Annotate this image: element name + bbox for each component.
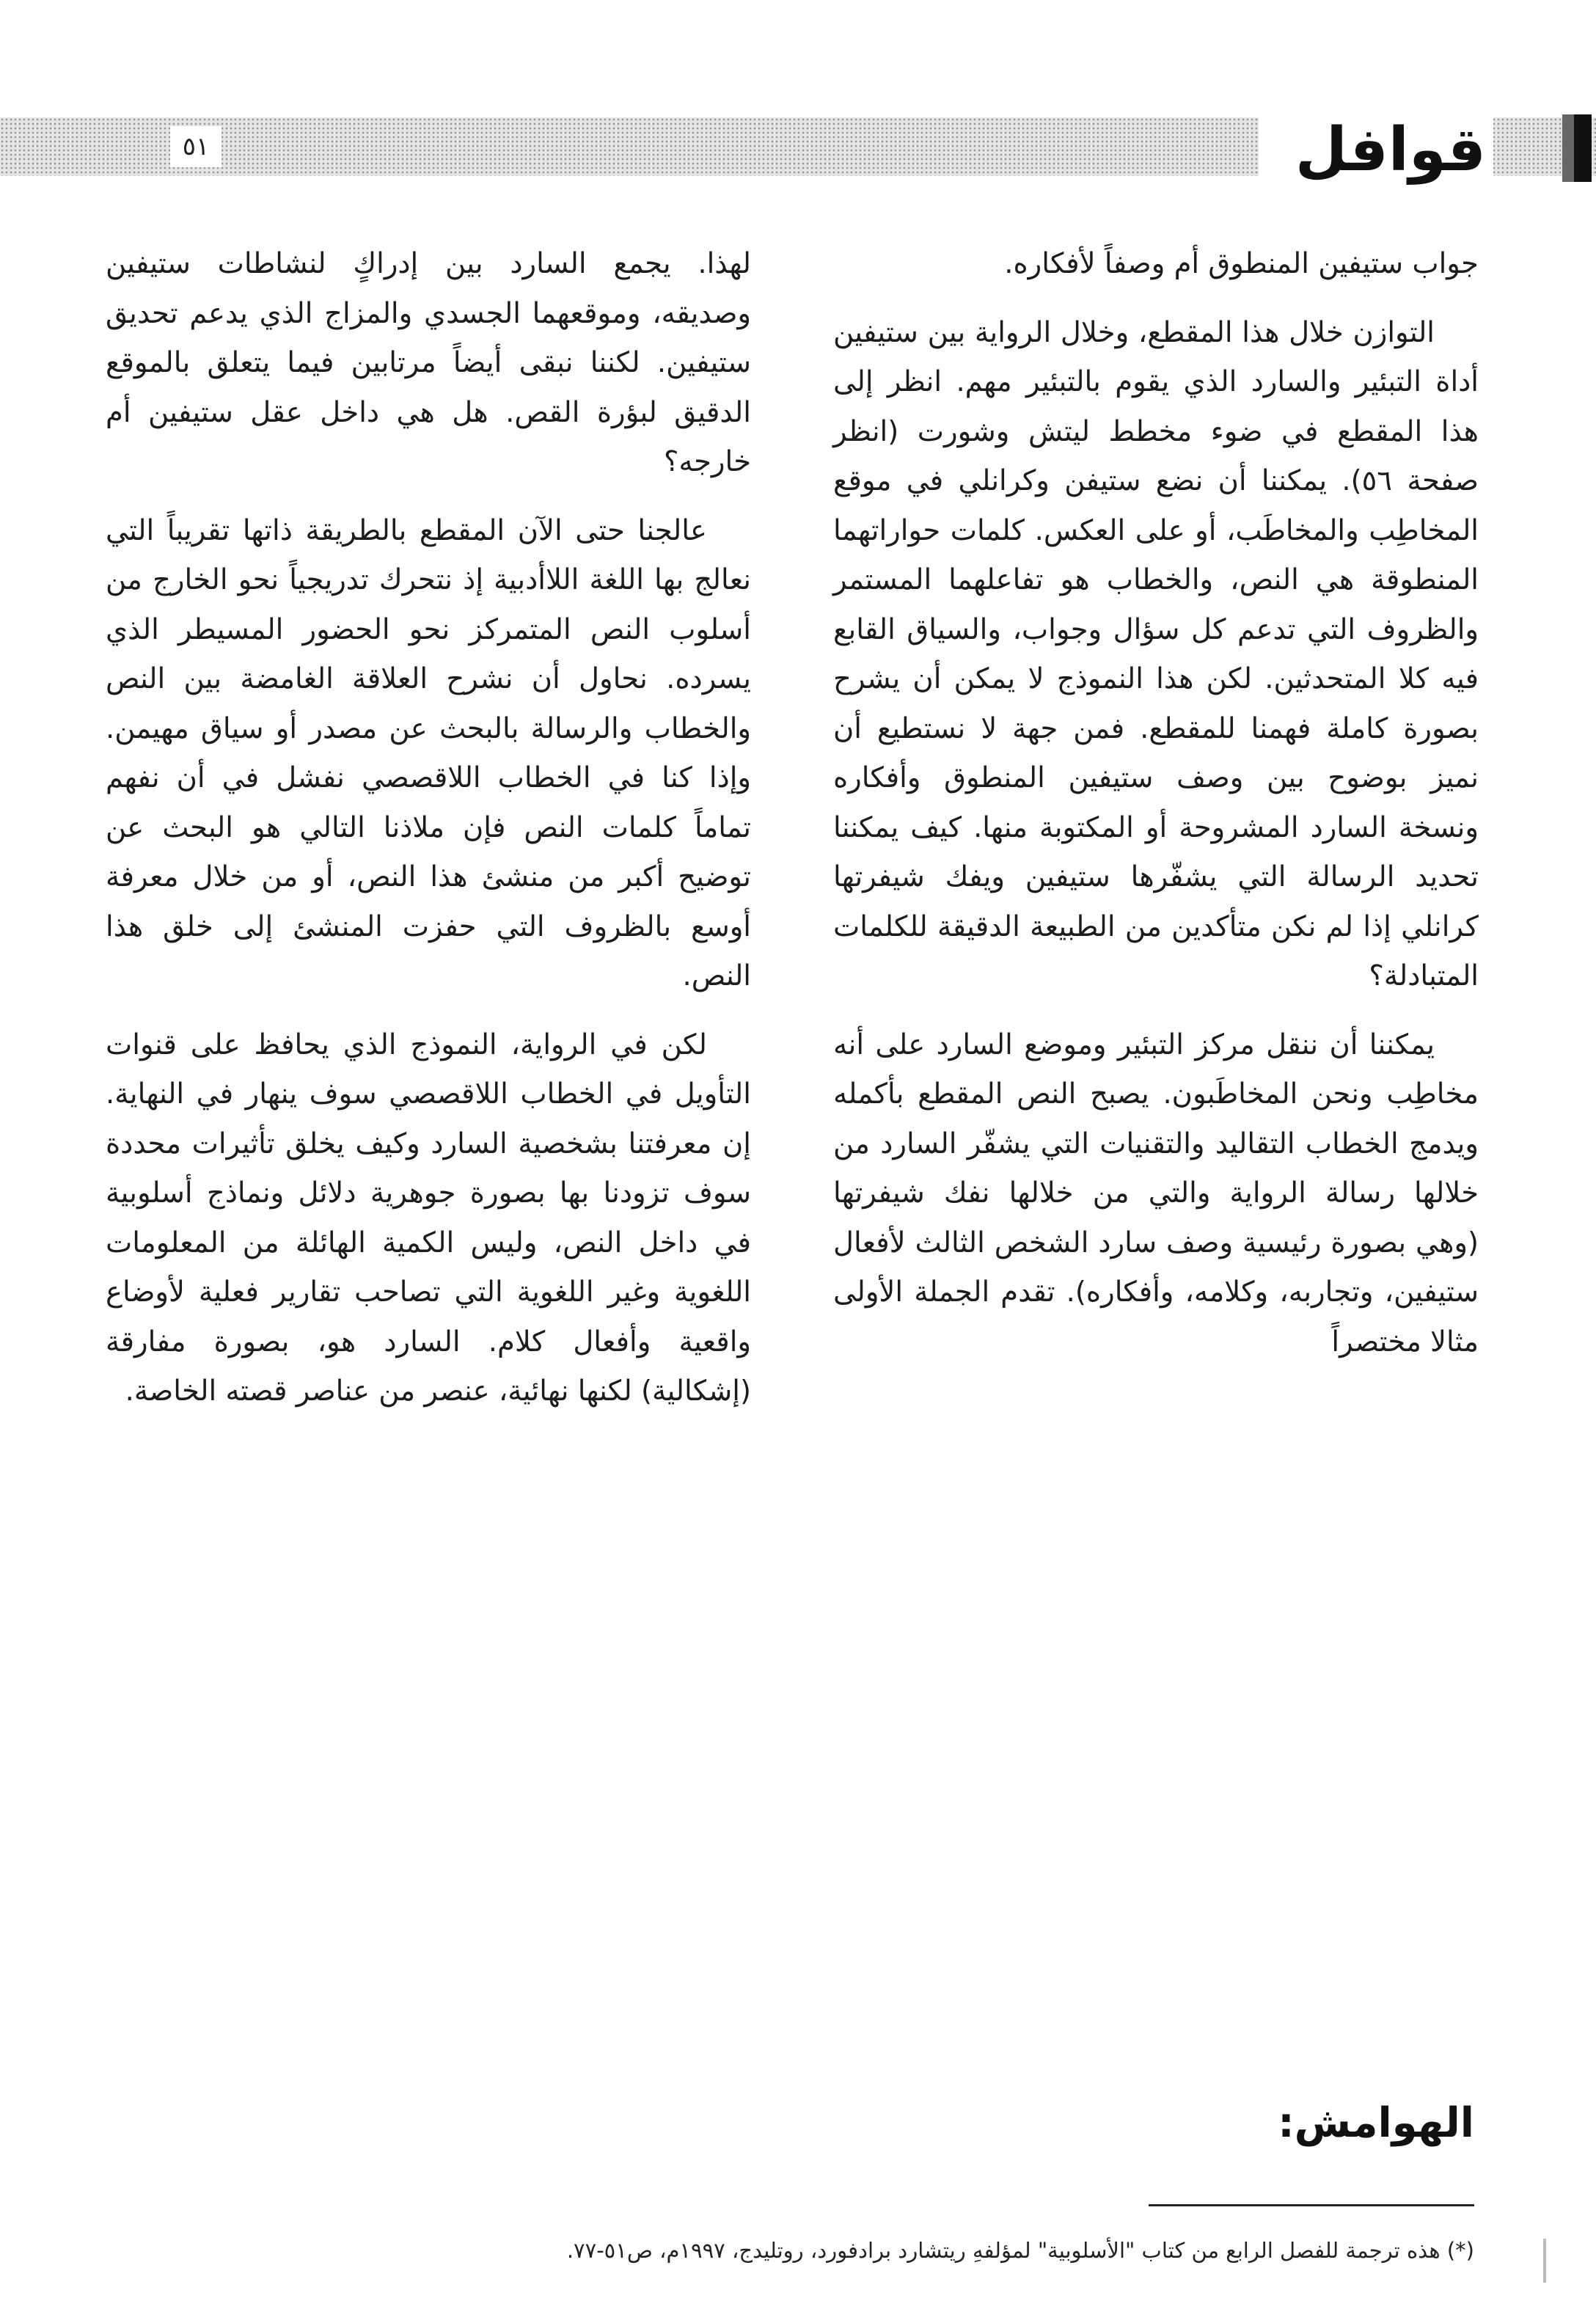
- journal-title: قوافل: [1295, 115, 1486, 185]
- page-edge-mark: [1543, 2239, 1546, 2283]
- paragraph: لكن في الرواية، النموذج الذي يحافظ على قنوات التأويل في الخطاب اللاقصصي سوف ينهار في النهاية. إن معرفتنا بشخصية السارد وكيف يخلق تأثيرات محددة سوف تزودنا بها بصورة جوهرية دلائل ونماذج أسلوبية في داخل النص، وليس الكمية الهائلة من المعلومات اللغوية وغير اللغوية التي تصاحب تقارير فعلية لأوضاع واقعية وأفعال كلام. السارد هو، بصورة مفارقة (إشكالية) لكنها نهائية، عنصر من عناصر قصته الخاصة.: [106, 1028, 751, 1408]
- footnote-divider: [1149, 2204, 1474, 2206]
- paragraph: التوازن خلال هذا المقطع، وخلال الرواية بين ستيفين أداة التبئير والسارد الذي يقوم بالتبئير مهم. انظر إلى هذا المقطع في ضوء مخطط ليتش وشورت (انظر صفحة ٥٦). يمكننا أن نضع ستيفن وكرانلي في موقع المخاطِب والمخاطَب، أو على العكس. كلمات حواراتهما المنطوقة هي النص، والخطاب هو تفاعلهما المستمر والظروف التي تدعم كل سؤال وجواب، والسياق القابع فيه كلا المتحدثين. لكن هذا النموذج لا يمكن أن يشرح بصورة كاملة فهمنا للمقطع. فمن جهة لا نستطيع أن نميز بوضوح بين وصف ستيفين المنطوق وأفكاره ونسخة السارد المشروحة أو المكتوبة منها. كيف يمكننا تحديد الرسالة التي يشفّرها ستيفين ويفك شيفرتها كرانلي إذا لم نكن متأكدين من الطبيعة الدقيقة للكلمات المتبادلة؟: [833, 315, 1479, 992]
- paragraph: لهذا. يجمع السارد بين إدراكٍ لنشاطات ستيفين وصديقه، وموقعهما الجسدي والمزاج الذي يدعم تحديق ستيفين. لكننا نبقى أيضاً مرتابين فيما يتعلق بالموقع الدقيق لبؤرة القص. هل هي داخل عقل ستيفين أم خارجه؟: [106, 247, 751, 478]
- right-column: [833, 239, 1479, 1386]
- paragraph: جواب ستيفين المنطوق أم وصفاً لأفكاره.: [1004, 247, 1479, 280]
- header-end-block: [1562, 114, 1592, 182]
- paragraph: يمكننا أن ننقل مركز التبئير وموضع السارد على أنه مخاطِب ونحن المخاطَبون. يصبح النص المقطع بأكمله ويدمج الخطاب التقاليد والتقنيات التي يشفّر السارد من خلالها رسالة الرواية والتي من خلالها نفك شيفرتها (وهي بصورة رئيسية وصف سارد الشخص الثالث لأفعال ستيفين، وتجاربه، وكلامه، وأفكاره). تقدم الجملة الأولى مثالا مختصراً: [833, 1028, 1479, 1358]
- paragraph: عالجنا حتى الآن المقطع بالطريقة ذاتها تقريباً التي نعالج بها اللغة اللاأدبية إذ نتحرك تدريجياً نحو الخارج من أسلوب النص المتمركز نحو الحضور المسيطر الذي يسرده. نحاول أن نشرح العلاقة الغامضة بين النص والخطاب والرسالة بالبحث عن مصدر أو سياق مهيمن. وإذا كنا في الخطاب اللاقصصي نفشل في أن نفهم تماماً كلمات النص فإن ملاذنا التالي هو البحث عن توضيح أكبر من منشئ هذا النص، أو من خلال معرفة أوسع بالظروف التي حفزت المنشئ إلى خلق هذا النص.: [106, 513, 751, 992]
- footnote-text: (*) هذه ترجمة للفصل الرابع من كتاب "الأسلوبية" لمؤلفهِ ريتشارد برادفورد، روتليدج، ١٩٩٧م، ص٥١-٧٧.: [566, 2238, 1474, 2263]
- page-number: ٥١: [170, 126, 222, 167]
- left-column: [106, 239, 751, 1435]
- footnotes-heading: الهوامش:: [1278, 2099, 1474, 2147]
